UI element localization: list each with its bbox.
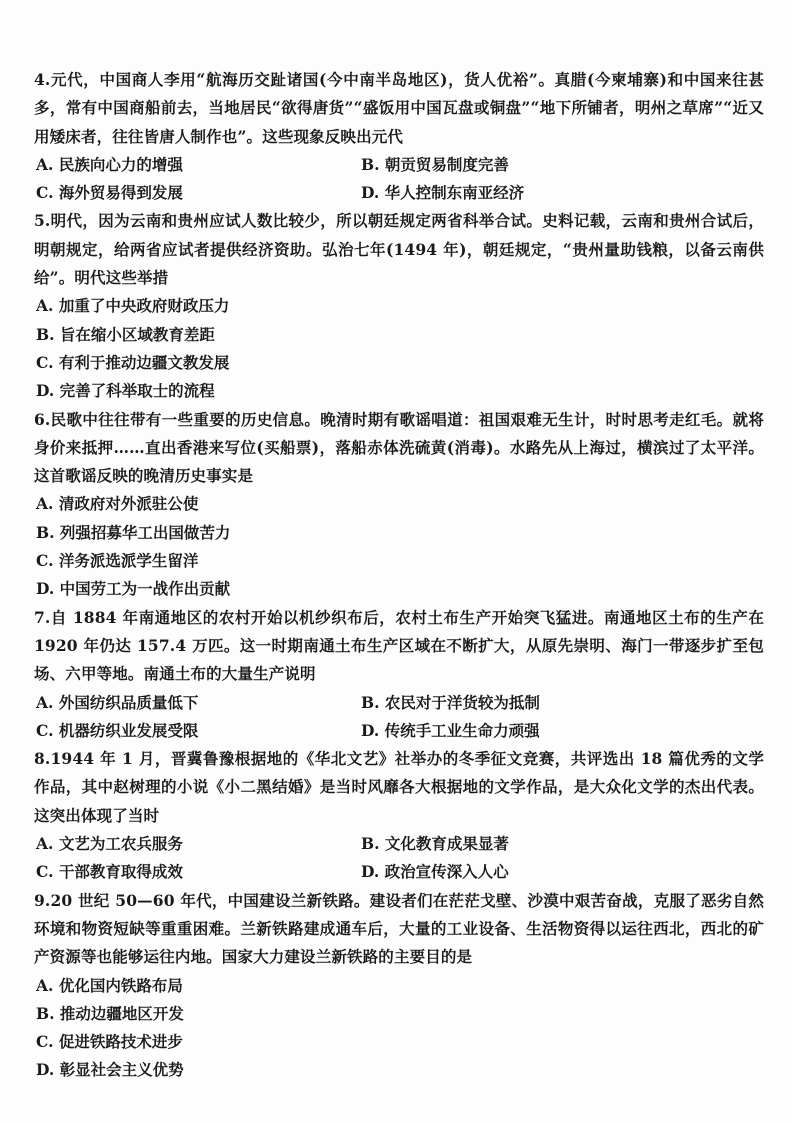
question-stem: 5.明代，因为云南和贵州应试人数比较少，所以朝廷规定两省科举合试。史料记载，云南和贵州合试后，明朝规定，给两省应试者提供经济资助。弘治七年(1494 年)，朝廷规定，“贵州量助钱粮，以备云南供给”。明代这些举措 (34, 211, 764, 288)
question-9 (34, 887, 764, 1085)
question-4 (34, 66, 764, 207)
option-d[interactable]: D. 彰显社会主义优势 (36, 1060, 184, 1080)
option-b[interactable]: B. 推动边疆地区开发 (36, 1003, 184, 1023)
option-c[interactable]: C. 海外贸易得到发展 (36, 183, 183, 203)
option-a[interactable]: A. 优化国内铁路布局 (36, 975, 183, 995)
option-c[interactable]: C. 机器纺织业发展受限 (36, 720, 199, 740)
option-b[interactable]: B. 旨在缩小区域教育差距 (36, 324, 215, 344)
option-d[interactable]: D. 政治宣传深入人心 (361, 862, 509, 882)
option-group (34, 689, 764, 746)
option-b[interactable]: B. 农民对于洋货较为抵制 (361, 692, 540, 712)
option-group (34, 830, 764, 887)
question-5 (34, 207, 764, 405)
option-d[interactable]: D. 中国劳工为一战作出贡献 (36, 579, 231, 599)
question-stem: 9.20 世纪 50—60 年代，中国建设兰新铁路。建设者们在茫茫戈壁、沙漠中艰苦奋战，克服了恶劣自然环境和物资短缺等重重困难。兰新铁路建成通车后，大量的工业设备、生活物资得以运往西北，西北的矿产资源等也能够运往内地。国家大力建设兰新铁路的主要目的是 (34, 890, 764, 967)
question-stem: 7.自 1884 年南通地区的农村开始以机纱织布后，农村土布生产开始突飞猛进。南通地区土布的生产在 1920 年仍达 157.4 万匹。这一时期南通土布生产区域在不断扩大，从原先崇明、海门一带逐步扩至包场、六甲等地。南通土布的大量生产说明 (34, 607, 764, 684)
option-b[interactable]: B. 文化教育成果显著 (361, 834, 509, 854)
option-group (34, 972, 764, 1085)
option-c[interactable]: C. 洋务派选派学生留洋 (36, 551, 199, 571)
option-a[interactable]: A. 清政府对外派驻公使 (36, 494, 199, 514)
option-c[interactable]: C. 干部教育取得成效 (36, 862, 183, 882)
question-8 (34, 745, 764, 886)
option-group (34, 490, 764, 603)
option-group (34, 292, 764, 405)
option-a[interactable]: A. 文艺为工农兵服务 (36, 834, 183, 854)
option-group (34, 151, 764, 208)
option-d[interactable]: D. 华人控制东南亚经济 (361, 183, 525, 203)
option-d[interactable]: D. 完善了科举取士的流程 (36, 381, 215, 401)
option-a[interactable]: A. 加重了中央政府财政压力 (36, 296, 230, 316)
question-list (34, 66, 764, 1085)
option-a[interactable]: A. 外国纺织品质量低下 (36, 692, 199, 712)
option-c[interactable]: C. 促进铁路技术进步 (36, 1032, 183, 1052)
option-d[interactable]: D. 传统手工业生命力顽强 (361, 720, 540, 740)
question-6 (34, 406, 764, 604)
question-stem: 4.元代，中国商人李用“航海历交趾诸国(今中南半岛地区)，货人优裕”。真腊(今柬埔寨)和中国来往甚多，常有中国商船前去，当地居民“欲得唐货”“盛饭用中国瓦盘或铜盘”“地下所铺者，明州之草席”“近又用矮床者，往往皆唐人制作也”。这些现象反映出元代 (34, 70, 764, 146)
option-a[interactable]: A. 民族向心力的增强 (36, 154, 183, 174)
option-b[interactable]: B. 列强招募华工出国做苦力 (36, 522, 231, 542)
option-b[interactable]: B. 朝贡贸易制度完善 (361, 154, 509, 174)
option-c[interactable]: C. 有利于推动边疆文教发展 (36, 352, 230, 372)
question-stem: 8.1944 年 1 月，晋冀鲁豫根据地的《华北文艺》社举办的冬季征文竞赛，共评选出 18 篇优秀的文学作品，其中赵树理的小说《小二黑结婚》是当时风靡各大根据地的文学作品，是大众化文学的杰出代表。这突出体现了当时 (34, 749, 764, 825)
question-stem: 6.民歌中往往带有一些重要的历史信息。晚清时期有歌谣唱道：祖国艰难无生计，时时思考走红毛。就将身价来抵押……直出香港来写位(买船票)，落船赤体洗硫黄(消毒)。水路先从上海过，横滨过了太平洋。这首歌谣反映的晚清历史事实是 (34, 409, 764, 486)
question-7 (34, 604, 764, 745)
